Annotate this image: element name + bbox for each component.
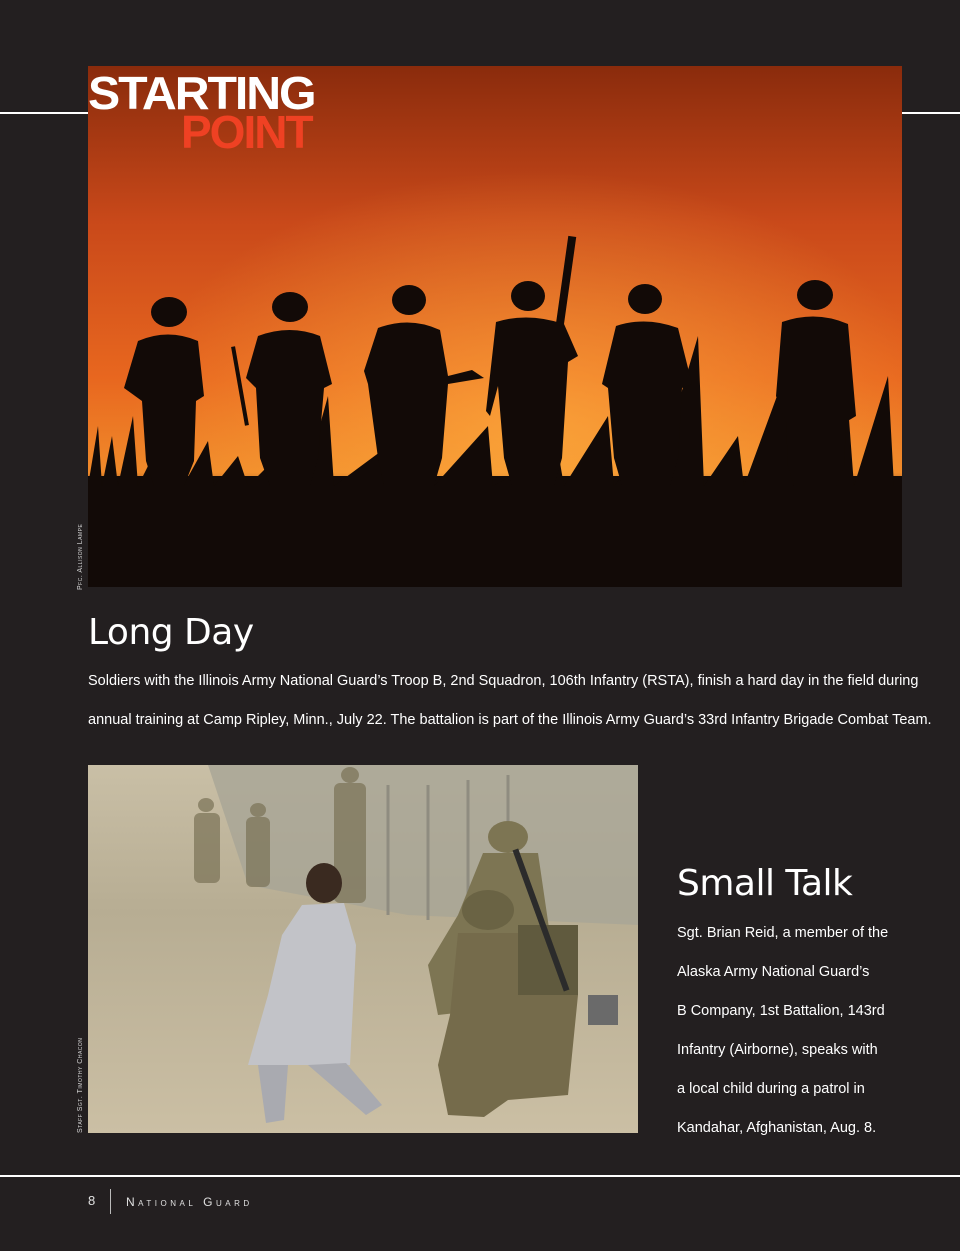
caption-long-day-line1: Soldiers with the Illinois Army National Guard’s Troop B, 2nd Squadron, 106th Infantry (RSTA), finish a hard day in the field during xyxy=(88,673,919,689)
caption-line: Sgt. Brian Reid, a member of the xyxy=(677,925,889,941)
footer-separator xyxy=(110,1189,111,1214)
photo-soldier-child xyxy=(88,765,638,1133)
section-logo-point: POINT xyxy=(181,106,312,158)
section-logo-starting: STARTING xyxy=(88,67,315,119)
caption-line: a local child during a patrol in xyxy=(677,1081,865,1097)
headline-small-talk: Small Talk xyxy=(677,863,853,904)
page-number: 8 xyxy=(88,1193,96,1208)
footer-rule xyxy=(0,1175,960,1177)
header-rule-left xyxy=(0,112,88,114)
caption-small-talk xyxy=(677,914,917,1148)
caption-line: Kandahar, Afghanistan, Aug. 8. xyxy=(677,1120,877,1136)
caption-line: Infantry (Airborne), speaks with xyxy=(677,1042,878,1058)
headline-long-day: Long Day xyxy=(88,612,254,653)
caption-long-day-line2: annual training at Camp Ripley, Minn., July 22. The battalion is part of the Illinois Army Guard’s 33rd Infantry Brigade Combat Team. xyxy=(88,712,932,728)
header-rule-right xyxy=(902,112,960,114)
magazine-name: National Guard xyxy=(126,1195,253,1209)
caption-line: B Company, 1st Battalion, 143rd xyxy=(677,1003,885,1019)
photo-credit-2: Staff Sgt. Timothy Chacon xyxy=(77,1037,84,1133)
caption-line: Alaska Army National Guard’s xyxy=(677,964,870,980)
photo-credit-1: Pfc. Allison Lampe xyxy=(77,523,84,590)
